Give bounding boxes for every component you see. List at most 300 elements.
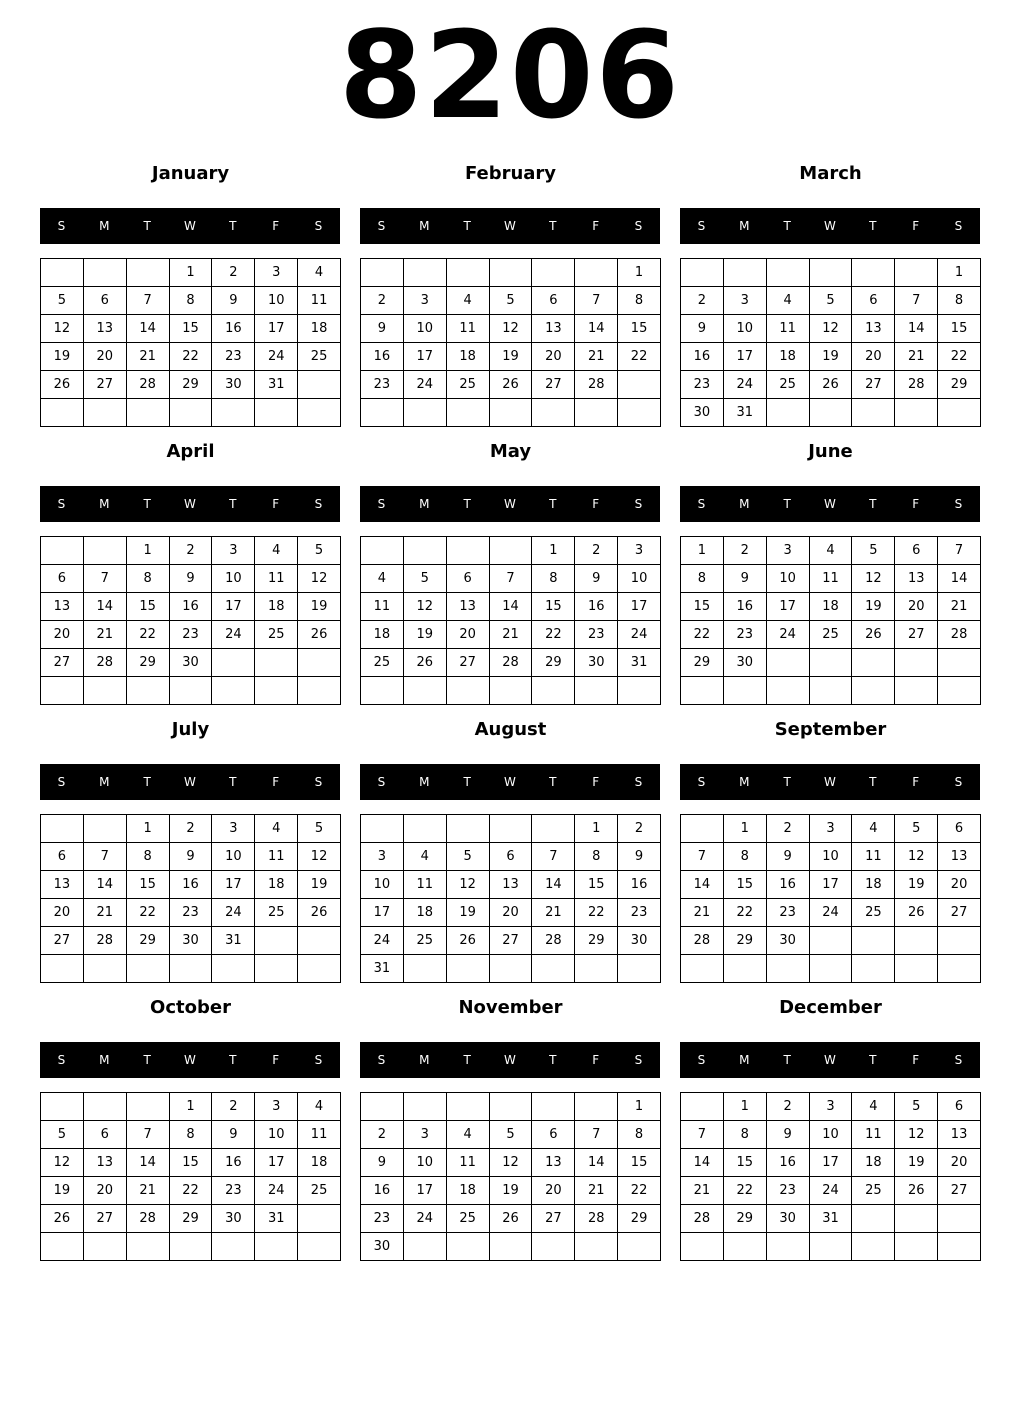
day-cell: 11 [447, 1149, 490, 1177]
day-cell: 10 [361, 871, 404, 899]
day-cell: 8 [127, 843, 170, 871]
day-cell: 23 [170, 899, 213, 927]
day-cell: 20 [852, 343, 895, 371]
day-cell: 4 [852, 815, 895, 843]
day-cell: 27 [895, 621, 938, 649]
day-cell: 10 [212, 565, 255, 593]
day-cell: 19 [298, 871, 341, 899]
day-cell: 2 [618, 815, 661, 843]
day-cell [84, 955, 127, 983]
weekday-label: F [912, 1053, 920, 1067]
day-cell: 22 [170, 1177, 213, 1205]
day-cell: 15 [170, 315, 213, 343]
day-cell: 14 [84, 871, 127, 899]
day-cell [447, 1093, 490, 1121]
day-cell: 23 [681, 371, 724, 399]
weekday-label: W [824, 1053, 836, 1067]
day-cell: 29 [681, 649, 724, 677]
weekday-label: F [912, 219, 920, 233]
day-cell [41, 537, 84, 565]
weekday-label: T [869, 1053, 877, 1067]
year-title: 8206 [339, 7, 681, 146]
day-cell: 25 [447, 1205, 490, 1233]
day-cell: 12 [41, 315, 84, 343]
day-cell: 19 [298, 593, 341, 621]
day-cell: 30 [618, 927, 661, 955]
day-cell [170, 955, 213, 983]
weekday-label: W [504, 775, 516, 789]
day-cell: 1 [724, 1093, 767, 1121]
day-cell: 26 [404, 649, 447, 677]
day-cell: 24 [361, 927, 404, 955]
day-cell: 13 [938, 843, 981, 871]
day-cell [127, 955, 170, 983]
day-cell: 9 [681, 315, 724, 343]
day-cell: 26 [41, 1205, 84, 1233]
day-cell: 2 [575, 537, 618, 565]
day-cell: 20 [532, 1177, 575, 1205]
day-cell: 31 [255, 1205, 298, 1233]
day-cell [852, 955, 895, 983]
day-cell: 25 [767, 371, 810, 399]
weekday-label: T [783, 775, 791, 789]
day-cell [447, 1233, 490, 1261]
day-cell: 30 [361, 1233, 404, 1261]
day-cell: 24 [255, 343, 298, 371]
day-cell: 24 [212, 899, 255, 927]
day-cell: 6 [938, 815, 981, 843]
day-cell: 9 [212, 1121, 255, 1149]
day-cell [852, 399, 895, 427]
day-cell: 19 [895, 1149, 938, 1177]
day-cell [41, 955, 84, 983]
day-cell: 27 [532, 1205, 575, 1233]
month-name: April [166, 441, 215, 462]
day-cell: 18 [255, 593, 298, 621]
day-cell: 23 [618, 899, 661, 927]
month-name: March [799, 163, 862, 184]
day-cell [255, 927, 298, 955]
day-cell [618, 955, 661, 983]
day-cell [298, 1205, 341, 1233]
day-cell: 6 [84, 287, 127, 315]
day-cell [84, 677, 127, 705]
weekday-label: F [592, 219, 600, 233]
day-cell [212, 677, 255, 705]
day-cell [170, 677, 213, 705]
day-cell: 25 [810, 621, 853, 649]
day-cell: 7 [575, 287, 618, 315]
day-cell: 8 [170, 1121, 213, 1149]
weekday-header [680, 208, 980, 244]
day-cell: 29 [532, 649, 575, 677]
weekday-label: T [143, 1053, 151, 1067]
day-cell: 13 [938, 1121, 981, 1149]
day-cell: 13 [532, 315, 575, 343]
weekday-label: M [99, 775, 110, 789]
day-cell: 6 [41, 565, 84, 593]
day-cell: 18 [298, 1149, 341, 1177]
day-cell: 19 [852, 593, 895, 621]
day-cell [298, 677, 341, 705]
day-cell: 25 [404, 927, 447, 955]
day-cell [404, 259, 447, 287]
day-cell [212, 955, 255, 983]
day-cell: 14 [681, 871, 724, 899]
weekday-label: M [739, 219, 750, 233]
day-cell: 12 [298, 843, 341, 871]
day-cell [298, 649, 341, 677]
day-cell: 2 [681, 287, 724, 315]
weekday-label: W [184, 1053, 196, 1067]
weekday-label: F [272, 775, 280, 789]
weekday-label: S [377, 775, 386, 789]
day-cell: 1 [681, 537, 724, 565]
day-cell: 18 [852, 871, 895, 899]
weekday-header [40, 208, 340, 244]
day-cell: 28 [938, 621, 981, 649]
day-cell [895, 1205, 938, 1233]
day-cell [404, 1093, 447, 1121]
day-cell: 23 [724, 621, 767, 649]
weekday-label: M [99, 497, 110, 511]
day-cell: 11 [852, 1121, 895, 1149]
day-cell [361, 677, 404, 705]
day-cell: 12 [810, 315, 853, 343]
day-cell [490, 1233, 533, 1261]
day-cell [298, 371, 341, 399]
day-cell: 3 [724, 287, 767, 315]
day-cell [404, 677, 447, 705]
day-cell: 2 [361, 287, 404, 315]
day-cell: 2 [170, 537, 213, 565]
day-cell: 21 [895, 343, 938, 371]
day-cell: 28 [575, 1205, 618, 1233]
day-cell: 19 [490, 343, 533, 371]
day-cell: 7 [84, 565, 127, 593]
day-cell [938, 1205, 981, 1233]
day-cell: 15 [127, 871, 170, 899]
day-cell [490, 1093, 533, 1121]
day-cell: 24 [212, 621, 255, 649]
day-cell: 14 [575, 315, 618, 343]
day-cell: 10 [212, 843, 255, 871]
day-cell: 8 [681, 565, 724, 593]
day-cell: 26 [447, 927, 490, 955]
day-cell: 29 [618, 1205, 661, 1233]
day-cell: 5 [895, 815, 938, 843]
day-cell: 28 [895, 371, 938, 399]
day-cell: 21 [84, 899, 127, 927]
day-cell [810, 399, 853, 427]
day-cell [938, 955, 981, 983]
day-cell: 25 [255, 621, 298, 649]
day-cell: 27 [84, 1205, 127, 1233]
day-cell: 21 [575, 343, 618, 371]
day-cell: 22 [618, 343, 661, 371]
day-cell: 20 [532, 343, 575, 371]
day-cell: 25 [447, 371, 490, 399]
weekday-label: W [504, 1053, 516, 1067]
day-cell: 1 [618, 259, 661, 287]
day-cell: 8 [532, 565, 575, 593]
weekday-label: T [229, 219, 237, 233]
day-cell: 14 [84, 593, 127, 621]
day-cell: 4 [447, 1121, 490, 1149]
day-cell: 17 [212, 593, 255, 621]
day-cell [41, 1093, 84, 1121]
day-cell: 9 [575, 565, 618, 593]
day-cell: 24 [810, 899, 853, 927]
day-cell [41, 677, 84, 705]
day-cell: 7 [127, 287, 170, 315]
day-cell: 12 [41, 1149, 84, 1177]
day-cell: 18 [298, 315, 341, 343]
day-cell: 15 [532, 593, 575, 621]
weekday-header [40, 486, 340, 522]
weekday-label: T [783, 219, 791, 233]
day-cell: 26 [852, 621, 895, 649]
weekday-label: W [824, 497, 836, 511]
day-cell: 25 [361, 649, 404, 677]
weekday-label: W [504, 219, 516, 233]
day-cell: 6 [852, 287, 895, 315]
day-cell [127, 1093, 170, 1121]
weekday-label: T [783, 1053, 791, 1067]
weekday-label: S [57, 1053, 66, 1067]
day-cell: 26 [298, 899, 341, 927]
day-cell: 14 [532, 871, 575, 899]
day-cell [41, 399, 84, 427]
day-cell: 17 [255, 315, 298, 343]
day-cell [212, 1233, 255, 1261]
day-cell: 9 [170, 843, 213, 871]
day-cell: 12 [895, 1121, 938, 1149]
day-cell: 31 [618, 649, 661, 677]
day-cell: 30 [212, 1205, 255, 1233]
day-cell [127, 399, 170, 427]
weekday-label: T [229, 775, 237, 789]
weekday-header [360, 764, 660, 800]
day-cell: 5 [41, 287, 84, 315]
day-cell [298, 955, 341, 983]
weekday-label: S [954, 1053, 963, 1067]
weekday-label: S [634, 497, 643, 511]
day-cell: 7 [490, 565, 533, 593]
day-cell: 31 [810, 1205, 853, 1233]
day-cell: 1 [170, 259, 213, 287]
day-cell: 17 [255, 1149, 298, 1177]
weekday-label: T [463, 775, 471, 789]
weekday-label: S [377, 497, 386, 511]
weekday-label: S [697, 497, 706, 511]
day-cell: 2 [212, 1093, 255, 1121]
day-cell: 8 [938, 287, 981, 315]
day-cell: 18 [404, 899, 447, 927]
day-cell [447, 677, 490, 705]
month-name: July [171, 719, 210, 740]
day-cell: 9 [618, 843, 661, 871]
day-cell: 14 [127, 315, 170, 343]
day-cell: 31 [361, 955, 404, 983]
day-cell: 13 [41, 871, 84, 899]
day-cell: 31 [255, 371, 298, 399]
day-cell: 9 [767, 843, 810, 871]
day-cell: 30 [767, 1205, 810, 1233]
day-cell: 28 [575, 371, 618, 399]
day-cell: 24 [255, 1177, 298, 1205]
day-cell [404, 537, 447, 565]
day-cell [618, 399, 661, 427]
day-cell: 30 [170, 649, 213, 677]
day-cell [41, 259, 84, 287]
weekday-label: F [592, 497, 600, 511]
day-cell: 29 [724, 927, 767, 955]
day-cell: 2 [767, 1093, 810, 1121]
day-cell: 17 [404, 343, 447, 371]
day-cell [575, 677, 618, 705]
day-cell: 22 [618, 1177, 661, 1205]
weekday-label: T [869, 497, 877, 511]
weekday-label: F [272, 219, 280, 233]
day-cell [810, 1233, 853, 1261]
weekday-label: M [739, 1053, 750, 1067]
day-cell [895, 1233, 938, 1261]
day-cell [724, 1233, 767, 1261]
day-cell [767, 955, 810, 983]
day-cell: 11 [447, 315, 490, 343]
day-cell: 16 [681, 343, 724, 371]
day-cell: 8 [618, 287, 661, 315]
day-cell: 3 [767, 537, 810, 565]
day-cell: 28 [490, 649, 533, 677]
day-cell: 26 [490, 1205, 533, 1233]
day-cell: 8 [575, 843, 618, 871]
weekday-label: S [57, 775, 66, 789]
day-cell [490, 815, 533, 843]
day-cell [447, 399, 490, 427]
day-cell: 23 [212, 1177, 255, 1205]
day-cell [681, 677, 724, 705]
day-cell [170, 1233, 213, 1261]
day-cell: 22 [724, 1177, 767, 1205]
day-cell: 20 [84, 1177, 127, 1205]
weekday-label: S [314, 1053, 323, 1067]
day-cell: 10 [767, 565, 810, 593]
day-cell: 11 [810, 565, 853, 593]
day-cell [575, 955, 618, 983]
weekday-label: S [954, 219, 963, 233]
day-cell: 4 [852, 1093, 895, 1121]
day-cell: 31 [212, 927, 255, 955]
day-cell: 27 [852, 371, 895, 399]
day-cell: 10 [810, 843, 853, 871]
day-cell [852, 677, 895, 705]
weekday-header [360, 208, 660, 244]
day-cell: 18 [852, 1149, 895, 1177]
day-cell: 9 [361, 315, 404, 343]
day-cell: 12 [404, 593, 447, 621]
weekday-header [680, 764, 980, 800]
day-cell: 5 [298, 815, 341, 843]
day-cell [490, 399, 533, 427]
day-cell: 3 [212, 537, 255, 565]
day-cell: 4 [298, 259, 341, 287]
day-cell: 15 [681, 593, 724, 621]
day-cell: 3 [255, 259, 298, 287]
weekday-label: W [824, 775, 836, 789]
day-cell: 10 [724, 315, 767, 343]
day-cell: 18 [361, 621, 404, 649]
day-cell: 7 [895, 287, 938, 315]
day-cell [575, 259, 618, 287]
day-cell: 31 [724, 399, 767, 427]
day-cell [361, 259, 404, 287]
weekday-label: M [99, 1053, 110, 1067]
day-cell [895, 677, 938, 705]
day-cell: 12 [490, 1149, 533, 1177]
day-cell: 23 [767, 1177, 810, 1205]
day-cell: 27 [41, 927, 84, 955]
day-cell: 21 [490, 621, 533, 649]
day-cell: 20 [41, 899, 84, 927]
weekday-label: W [184, 497, 196, 511]
weekday-label: M [739, 497, 750, 511]
day-cell: 16 [767, 871, 810, 899]
day-cell: 13 [852, 315, 895, 343]
day-cell: 7 [681, 843, 724, 871]
weekday-label: M [419, 775, 430, 789]
day-cell: 10 [255, 1121, 298, 1149]
weekday-label: S [314, 497, 323, 511]
day-cell: 28 [127, 1205, 170, 1233]
day-cell [298, 927, 341, 955]
day-cell: 20 [447, 621, 490, 649]
day-cell: 1 [170, 1093, 213, 1121]
day-cell [532, 815, 575, 843]
day-cell: 23 [361, 371, 404, 399]
day-cell: 1 [127, 815, 170, 843]
day-cell: 11 [298, 287, 341, 315]
day-cell [532, 677, 575, 705]
day-cell: 30 [724, 649, 767, 677]
day-cell: 27 [41, 649, 84, 677]
day-cell: 19 [447, 899, 490, 927]
day-cell: 21 [127, 343, 170, 371]
day-cell: 3 [404, 287, 447, 315]
day-cell: 25 [298, 343, 341, 371]
day-cell [724, 677, 767, 705]
weekday-header [360, 486, 660, 522]
day-cell: 27 [84, 371, 127, 399]
day-grid [360, 536, 661, 705]
day-cell: 12 [298, 565, 341, 593]
day-cell [810, 955, 853, 983]
weekday-label: T [463, 219, 471, 233]
day-cell [212, 399, 255, 427]
day-cell: 27 [532, 371, 575, 399]
weekday-label: M [99, 219, 110, 233]
day-cell: 25 [298, 1177, 341, 1205]
day-cell: 6 [490, 843, 533, 871]
weekday-label: S [57, 497, 66, 511]
day-cell: 7 [84, 843, 127, 871]
day-cell: 11 [298, 1121, 341, 1149]
day-cell [767, 1233, 810, 1261]
day-cell: 13 [490, 871, 533, 899]
day-cell: 24 [618, 621, 661, 649]
day-cell: 9 [170, 565, 213, 593]
